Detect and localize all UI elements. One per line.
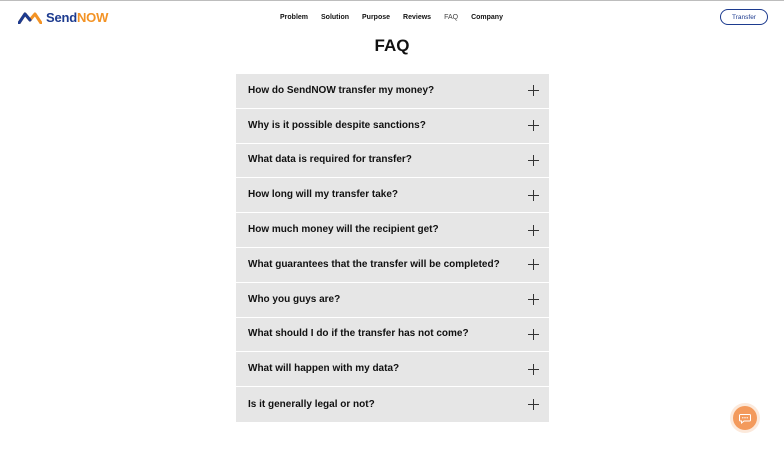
faq-question: Who you guys are?	[248, 293, 341, 305]
faq-item[interactable]	[236, 74, 549, 109]
plus-icon[interactable]	[528, 155, 539, 166]
faq-question: What data is required for transfer?	[248, 154, 412, 166]
transfer-button[interactable]: Transfer	[720, 9, 768, 25]
main-nav	[0, 13, 784, 22]
plus-icon[interactable]	[528, 85, 539, 96]
site-header	[0, 1, 784, 35]
nav-link-faq[interactable]: FAQ	[444, 14, 459, 21]
nav-link-reviews[interactable]: Reviews	[403, 14, 432, 21]
faq-item[interactable]	[236, 283, 549, 318]
logo-text-send: Send	[46, 10, 77, 25]
page-title: FAQ	[374, 36, 410, 55]
plus-icon[interactable]	[528, 364, 539, 375]
logo-text-now: NOW	[76, 10, 109, 25]
faq-question: What will happen with my data?	[248, 363, 400, 375]
faq-question: What guarantees that the transfer will be completed?	[248, 258, 500, 270]
sendnow-logo[interactable]	[18, 11, 108, 25]
faq-item[interactable]	[236, 178, 549, 213]
nav-link-problem[interactable]: Problem	[280, 14, 309, 21]
faq-item[interactable]	[236, 387, 549, 422]
faq-accordion	[236, 74, 549, 422]
plus-icon[interactable]	[528, 190, 539, 201]
nav-link-purpose[interactable]: Purpose	[362, 14, 391, 21]
plus-icon[interactable]	[528, 329, 539, 340]
faq-item[interactable]	[236, 248, 549, 283]
faq-item[interactable]	[236, 352, 549, 387]
nav-link-solution[interactable]: Solution	[321, 14, 350, 21]
chat-widget-button[interactable]	[733, 406, 757, 430]
faq-question: What should I do if the transfer has not come?	[248, 328, 469, 340]
faq-item[interactable]	[236, 109, 549, 144]
nav-links	[280, 13, 503, 22]
faq-item[interactable]	[236, 144, 549, 179]
plus-icon[interactable]	[528, 120, 539, 131]
plus-icon[interactable]	[528, 259, 539, 270]
faq-item[interactable]	[236, 318, 549, 353]
logo-mark-icon	[18, 12, 42, 24]
plus-icon[interactable]	[528, 399, 539, 410]
faq-question: Is it generally legal or not?	[248, 398, 375, 410]
nav-link-company[interactable]: Company	[471, 14, 503, 21]
logo-text	[46, 11, 108, 25]
chat-bubble-icon	[739, 413, 751, 424]
faq-question: Why is it possible despite sanctions?	[248, 119, 426, 131]
faq-question: How long will my transfer take?	[248, 189, 399, 201]
plus-icon[interactable]	[528, 294, 539, 305]
faq-question: How do SendNOW transfer my money?	[248, 84, 435, 96]
plus-icon[interactable]	[528, 225, 539, 236]
faq-question: How much money will the recipient get?	[248, 224, 439, 236]
faq-item[interactable]	[236, 213, 549, 248]
